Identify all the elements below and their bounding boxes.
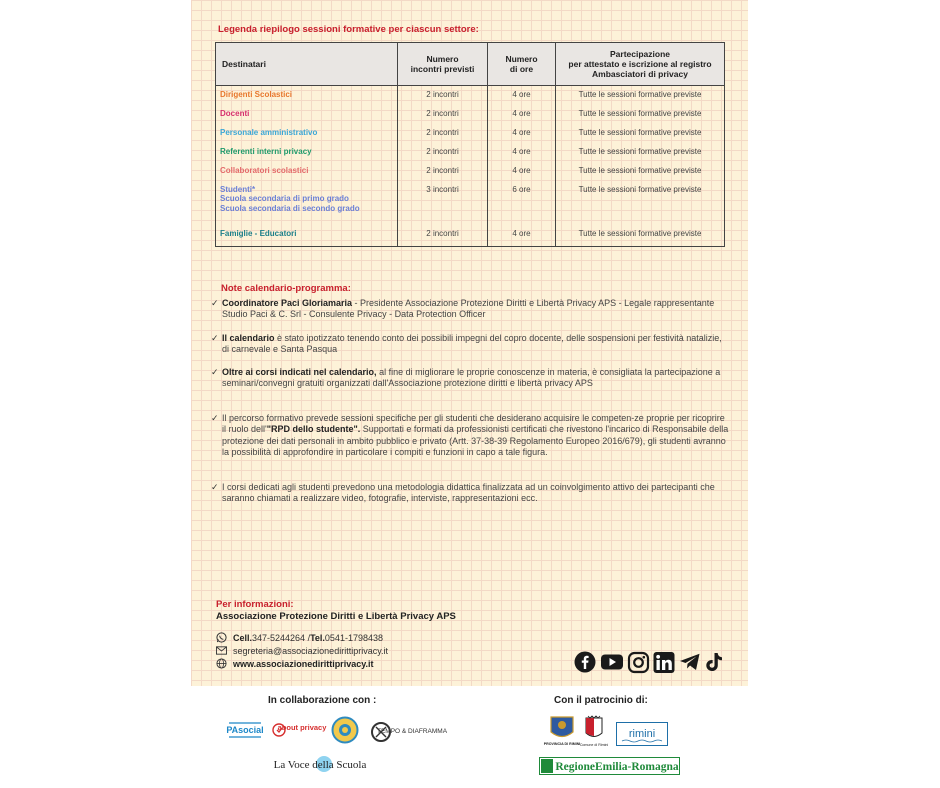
lavoce-logo-text: La Voce della Scuola — [273, 759, 367, 771]
cell-destinatari: Studenti* Scuola secondaria di primo grado Scuola secondaria di secondo grado — [216, 181, 398, 220]
cell-incontri: 3 incontri — [398, 181, 488, 220]
check-icon: ✓ — [211, 298, 219, 308]
rimini-logo-text: rimini — [628, 728, 656, 740]
aboutprivacy-logo-text: about privacy — [277, 723, 327, 732]
table-row — [216, 162, 725, 181]
check-icon: ✓ — [211, 367, 219, 377]
legend-title: Legenda riepilogo sessioni formative per ciascun settore: — [218, 24, 479, 35]
col-header-incontri: Numero incontri previsti — [398, 43, 488, 86]
linkedin-icon[interactable] — [653, 652, 675, 673]
table-row — [216, 124, 725, 143]
social-icons — [574, 651, 723, 673]
provincia-rimini-logo-text: PROVINCIA DI RIMINI — [543, 742, 581, 746]
cell-partecipazione: Tutte le sessioni formative previste — [556, 220, 725, 247]
cell-ore: 4 ore — [488, 86, 556, 105]
table-row-students — [216, 181, 725, 220]
col-header-destinatari: Destinatari — [216, 43, 398, 86]
cell-destinatari: Collaboratori scolastici — [216, 162, 398, 181]
cell-partecipazione: Tutte le sessioni formative previste — [556, 124, 725, 143]
lavoce-logo-shape — [262, 754, 378, 774]
patronage-title: Con il patrocinio di: — [554, 695, 648, 706]
tempo-diaframma-logo-text: TEMPO & DIAFRAMMA — [376, 728, 448, 735]
check-icon: ✓ — [211, 333, 219, 343]
table-row — [216, 86, 725, 105]
info-title: Per informazioni: — [216, 599, 294, 610]
collaboration-title: In collaborazione con : — [268, 695, 377, 706]
aboutprivacy-logo — [272, 720, 327, 742]
cell-ore: 4 ore — [488, 220, 556, 247]
notes-title: Note calendario-programma: — [221, 283, 351, 294]
instagram-icon[interactable] — [628, 652, 649, 673]
cell-ore: 4 ore — [488, 124, 556, 143]
facebook-icon[interactable] — [574, 651, 596, 673]
globe-icon — [215, 658, 227, 669]
table-row-families — [216, 220, 725, 247]
lavoce-logo — [262, 754, 378, 774]
regione-emilia-romagna-logo — [539, 757, 680, 775]
cell-incontri: 2 incontri — [398, 162, 488, 181]
comune-rimini-logo-text: Comune di Rimini — [579, 743, 609, 747]
table-body — [216, 86, 725, 181]
info-org: Associazione Protezione Diritti e Libertà Privacy APS — [216, 611, 456, 622]
note-coordinatore: ✓ Coordinatore Paci Gloriamaria - Presidente Associazione Protezione Diritti e Libertà Privacy APS - Legale rappresentante Studio Paci & C. Srl - Consulente Privacy - Data Protection Officer — [211, 298, 715, 320]
tempo-diaframma-logo — [370, 717, 448, 747]
check-icon: ✓ — [211, 482, 219, 492]
pasocial-logo — [226, 717, 264, 743]
cell-destinatari: Referenti interni privacy — [216, 143, 398, 162]
cell-destinatari: Docenti — [216, 105, 398, 124]
telegram-icon[interactable] — [679, 653, 701, 671]
note-rpd-studente: ✓ Il percorso formativo prevede sessioni specifiche per gli studenti che desiderano acquisire le competen-ze proprie per ricoprire il ruolo dell'"RPD dello studente". Supportati e formati da professionisti certificati che rivestono l'incarico di Responsabile della protezione dei dati personali in ambito pubblico e privato (Artt. 37-38-39 Regolamento Europeo 2016/679), gli studenti avranno la possibilità di approfondire in particolare i compiti e funzioni in capo a tale figura. — [211, 413, 729, 457]
comune-rimini-logo-shape — [579, 714, 609, 748]
note-metodologia: ✓ I corsi dedicati agli studenti prevedono una metodologia didattica finalizzata ad un coinvolgimento attivo dei partecipanti che saranno chiamati a realizzare video, fotografie, interviste, rappresentazioni ecc. — [211, 482, 715, 504]
pasocial-logo-text: PAsocial — [226, 725, 264, 735]
tiktok-icon[interactable] — [705, 652, 723, 672]
cell-incontri: 2 incontri — [398, 105, 488, 124]
cell-partecipazione: Tutte le sessioni formative previste — [556, 105, 725, 124]
youtube-icon[interactable] — [600, 653, 624, 671]
regione-logo-shape — [539, 757, 680, 775]
cell-incontri: 2 incontri — [398, 86, 488, 105]
aboutprivacy-logo-shape — [272, 720, 327, 742]
cell-destinatari: Personale amministrativo — [216, 124, 398, 143]
info-email[interactable]: segreteria@associazionedirittiprivacy.it — [215, 645, 388, 656]
cell-partecipazione: Tutte le sessioni formative previste — [556, 162, 725, 181]
cell-partecipazione: Tutte le sessioni formative previste — [556, 143, 725, 162]
tempo-diaframma-logo-shape — [370, 717, 448, 747]
envelope-icon — [215, 645, 227, 656]
provincia-rimini-logo-shape — [543, 715, 581, 747]
table-header-row — [216, 43, 725, 86]
sessions-table — [215, 42, 725, 247]
whatsapp-icon — [215, 632, 227, 643]
cell-partecipazione: Tutte le sessioni formative previste — [556, 181, 725, 220]
col-header-partecipazione: Partecipazione per attestato e iscrizione al registro Ambasciatori di privacy — [556, 43, 725, 86]
cell-ore: 6 ore — [488, 181, 556, 220]
info-phone: Cell. 347-5244264 / Tel. 0541-1798438 — [215, 632, 383, 643]
info-website[interactable]: www.associazionedirittiprivacy.it — [215, 658, 374, 669]
table-row — [216, 143, 725, 162]
flyer-sheet — [191, 0, 748, 686]
cell-incontri: 2 incontri — [398, 124, 488, 143]
comune-rimini-logo — [579, 714, 609, 748]
seal-logo — [331, 716, 359, 744]
pasocial-logo-shape — [226, 717, 264, 743]
col-header-ore: Numero di ore — [488, 43, 556, 86]
cell-incontri: 2 incontri — [398, 220, 488, 247]
cell-destinatari: Dirigenti Scolastici — [216, 86, 398, 105]
regione-logo-text: RegioneEmilia-Romagna — [555, 761, 679, 773]
cell-ore: 4 ore — [488, 162, 556, 181]
cell-partecipazione: Tutte le sessioni formative previste — [556, 86, 725, 105]
rimini-logo-shape — [616, 722, 668, 746]
cell-incontri: 2 incontri — [398, 143, 488, 162]
provincia-rimini-logo — [543, 715, 581, 747]
cell-destinatari: Famiglie - Educatori — [216, 220, 398, 247]
note-calendario: ✓ Il calendario è stato ipotizzato tenendo conto dei possibili impegni del copro docente, delle sospensioni per festività natalizie, di carnevale e Santa Pasqua — [211, 333, 722, 355]
cell-ore: 4 ore — [488, 143, 556, 162]
note-seminari: ✓ Oltre ai corsi indicati nel calendario, al fine di migliorare le proprie conoscenze in materia, è consigliata la partecipazione a seminari/convegni gratuiti organizzati dall'Associazione protezione diritti e libertà privacy APS — [211, 367, 721, 389]
rimini-logo — [616, 722, 668, 746]
check-icon: ✓ — [211, 413, 219, 423]
cell-ore: 4 ore — [488, 105, 556, 124]
table-row — [216, 105, 725, 124]
